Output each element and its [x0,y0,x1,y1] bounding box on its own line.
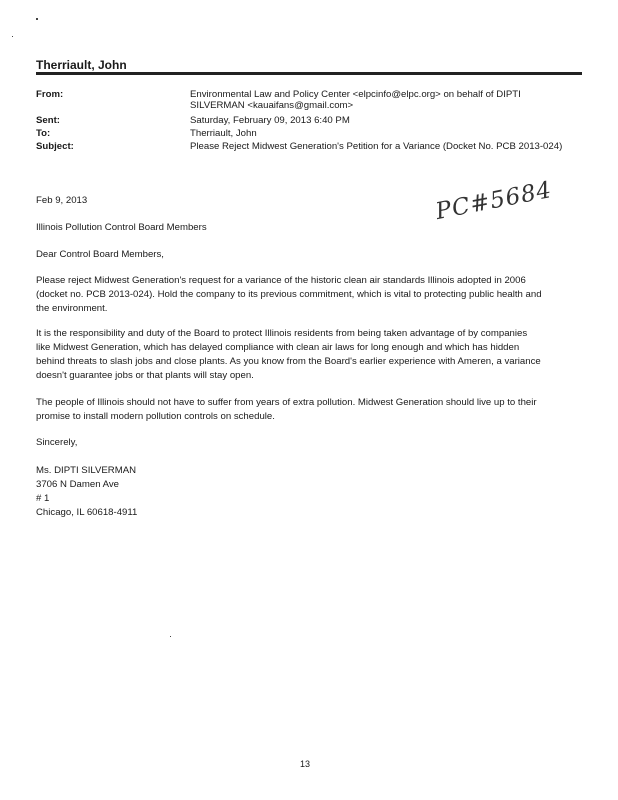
letter-closing: Sincerely, [36,437,78,448]
subject-value: Please Reject Midwest Generation's Petition for a Variance (Docket No. PCB 2013-024) [190,141,563,152]
letter-date: Feb 9, 2013 [36,195,88,206]
scan-speck [36,18,38,20]
handwritten-docket-stamp: PC#5684 [433,176,555,226]
sent-value: Saturday, February 09, 2013 6:40 PM [190,115,350,126]
mailbox-owner-name: Therriault, John [36,58,127,72]
scan-speck [12,36,13,37]
from-label: From: [36,89,64,100]
scan-speck [170,636,171,637]
sent-label: Sent: [36,115,60,126]
from-value: Environmental Law and Policy Center <elpcinfo@elpc.org> on behalf of DIPTI SILVERMAN <kauaifans@gmail.com> [190,89,521,111]
page-number: 13 [300,759,311,769]
header-divider [36,72,582,75]
to-value: Therriault, John [190,128,257,139]
to-label: To: [36,128,51,139]
letter-greeting: Dear Control Board Members, [36,249,164,260]
subject-label: Subject: [36,141,74,152]
letter-recipient: Illinois Pollution Control Board Members [36,222,207,233]
